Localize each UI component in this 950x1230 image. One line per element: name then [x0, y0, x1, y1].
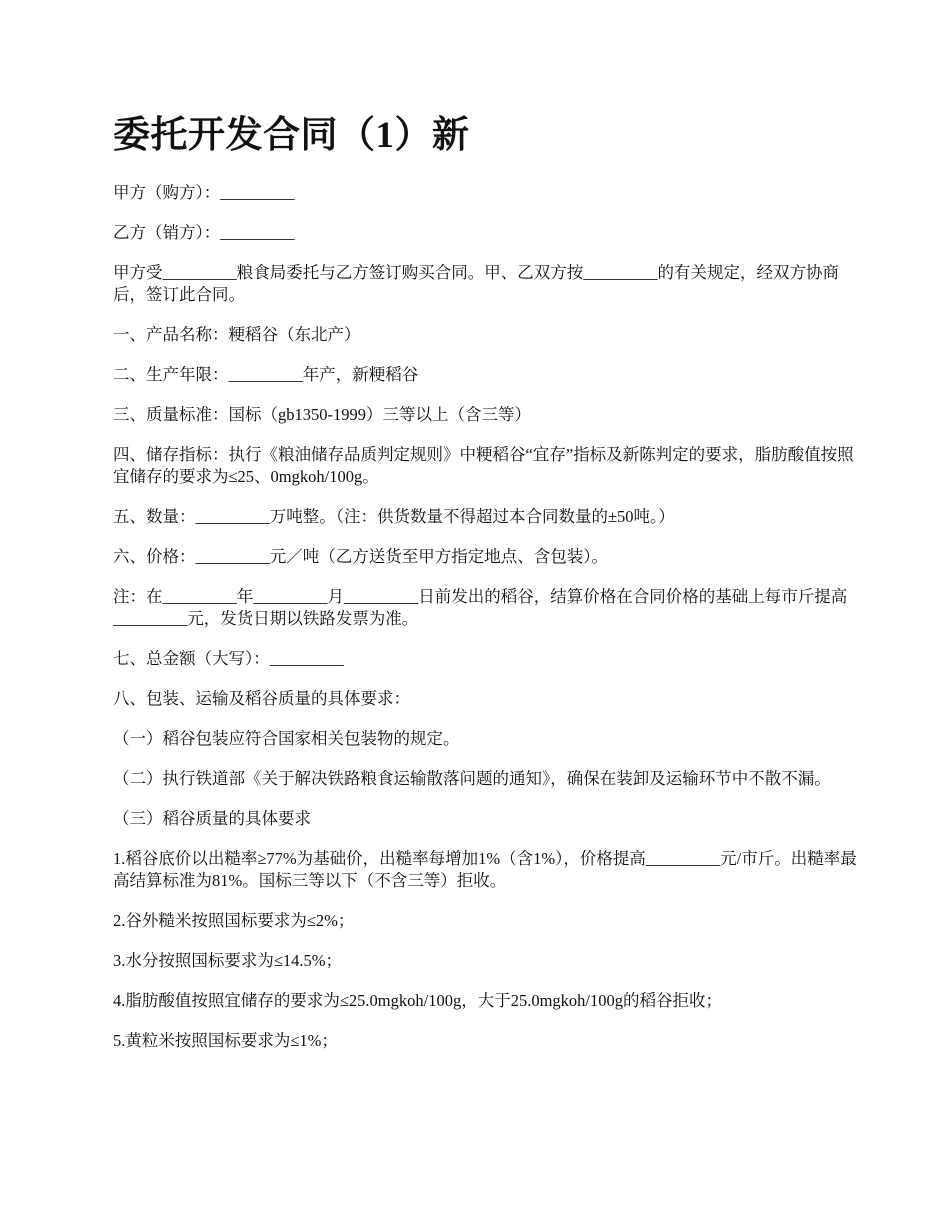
clause-quality-standard: 三、质量标准：国标（gb1350-1999）三等以上（含三等）: [113, 405, 531, 424]
clause-product-name: 一、产品名称：粳稻谷（东北产）: [113, 325, 361, 344]
quality-item-3: 3.水分按照国标要求为≤14.5%；: [113, 951, 343, 970]
clause-production-year: 二、生产年限：_________年产，新粳稻谷: [113, 365, 419, 384]
quality-item-5: 5.黄粒米按照国标要求为≤1%；: [113, 1031, 338, 1050]
clause-total-amount: 七、总金额（大写）：_________: [113, 649, 344, 668]
document-title: 委托开发合同（1）新: [113, 115, 470, 156]
sub-clause-transport: （二）执行铁道部《关于解决铁路粮食运输散落问题的通知》，确保在装卸及运输环节中不散不漏。: [113, 769, 831, 788]
quality-item-1: 1.稻谷底价以出糙率≥77%为基础价，出糙率每增加1%（含1%），价格提高_________元/市斤。出糙率最高结算标准为81%。国标三等以下（不含三等）拒收。: [113, 849, 857, 890]
clause-quantity: 五、数量：_________万吨整。（注：供货数量不得超过本合同数量的±50吨。）: [113, 507, 675, 526]
preamble-paragraph: 甲方受_________粮食局委托与乙方签订购买合同。甲、乙双方按_________的有关规定，经双方协商后，签订此合同。: [113, 263, 839, 304]
price-note: 注：在_________年_________月_________日前发出的稻谷，结算价格在合同价格的基础上每市斤提高_________元，发货日期以铁路发票为准。: [113, 587, 848, 628]
clause-packaging-transport: 八、包装、运输及稻谷质量的具体要求：: [113, 689, 410, 708]
clause-price: 六、价格：_________元／吨（乙方送货至甲方指定地点、含包装）。: [113, 547, 608, 566]
clause-storage-index: 四、储存指标：执行《粮油储存品质判定规则》中粳稻谷“宜存”指标及新陈判定的要求，脂肪酸值按照宜储存的要求为≤25、0mgkoh/100g。: [113, 445, 854, 486]
party-b-line: 乙方（销方）：_________: [113, 223, 295, 242]
party-a-line: 甲方（购方）：_________: [113, 183, 295, 202]
sub-clause-quality: （三）稻谷质量的具体要求: [113, 809, 311, 828]
quality-item-2: 2.谷外糙米按照国标要求为≤2%；: [113, 911, 355, 930]
sub-clause-packaging: （一）稻谷包装应符合国家相关包装物的规定。: [113, 729, 460, 748]
document-page: [113, 110, 863, 1070]
quality-item-4: 4.脂肪酸值按照宜储存的要求为≤25.0mgkoh/100g，大于25.0mgkoh/100g的稻谷拒收；: [113, 991, 723, 1010]
